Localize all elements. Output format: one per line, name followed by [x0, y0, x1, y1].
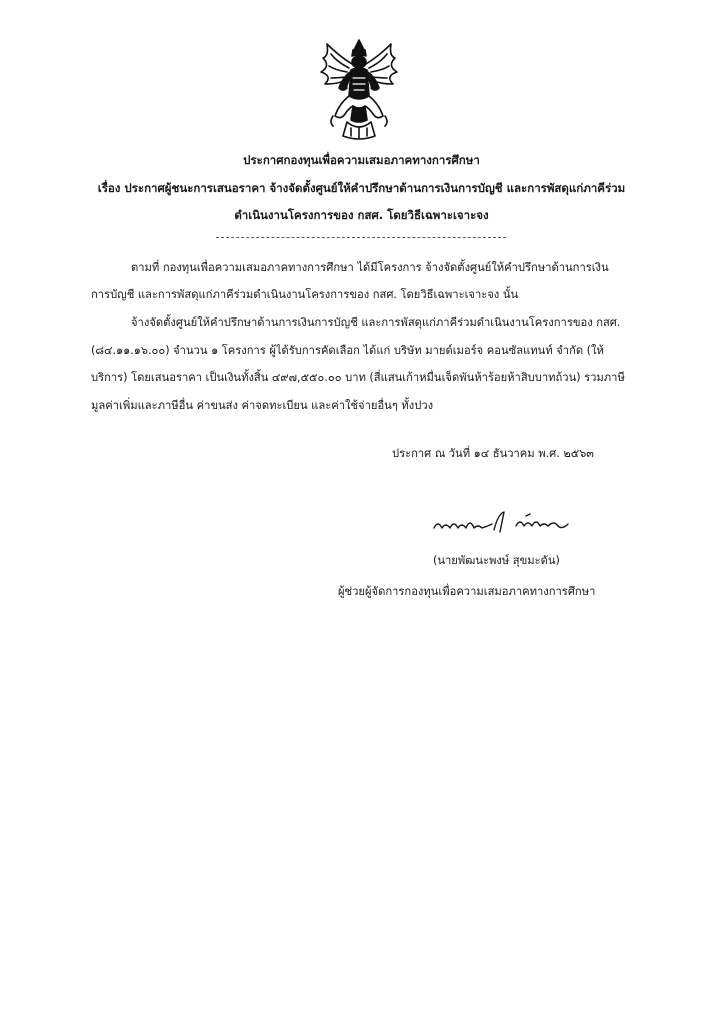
divider	[216, 237, 506, 238]
signatory-position: ผู้ช่วยผู้จัดการกองทุนเพื่อความเสมอภาคทางการศึกษา	[338, 585, 596, 598]
paragraph-2-line-2: (๘๔.๑๑.๑๖.๐๐) จำนวน ๑ โครงการ ผู้ได้รับการคัดเลือก ได้แก่ บริษัท มายด์เมอร์จ คอนซัลแทนท์ จำกัด (ให้	[91, 344, 604, 357]
signatory-name: (นายพัฒนะพงษ์ สุขมะดัน)	[433, 554, 560, 567]
announcement-subject-line2: ดำเนินงานโครงการของ กสศ. โดยวิธีเฉพาะเจาะจง	[234, 208, 489, 222]
announcement-title: ประกาศกองทุนเพื่อความเสมอภาคทางการศึกษา	[243, 153, 480, 167]
announcement-subject: เรื่อง ประกาศผู้ชนะการเสนอราคา จ้างจัดตั้งศูนย์ให้คำปรึกษาด้านการเงินการบัญชี และการพัสดุแก่ภาคีร่วม	[97, 181, 626, 195]
paragraph-1-line-1: ตามที่ กองทุนเพื่อความเสมอภาคทางการศึกษา ได้มีโครงการ จ้างจัดตั้งศูนย์ให้คำปรึกษาด้านการเงิน	[131, 261, 609, 274]
handwritten-signature	[432, 508, 572, 538]
paragraph-2-line-3: บริการ) โดยเสนอราคา เป็นเงินทั้งสิ้น ๔๙๗,๕๕๐.๐๐ บาท (สี่แสนเก้าหมื่นเจ็ดพันห้าร้อยห้าสิบบาทถ้วน) รวมภาษี	[91, 371, 625, 384]
paragraph-1-line-2: การบัญชี และการพัสดุแก่ภาคีร่วมดำเนินงานโครงการของ กสศ. โดยวิธีเฉพาะเจาะจง นั้น	[91, 288, 519, 301]
announcement-date: ประกาศ ณ วันที่ ๑๔ ธันวาคม พ.ศ. ๒๕๖๓	[392, 447, 594, 460]
paragraph-2-line-1: จ้างจัดตั้งศูนย์ให้คำปรึกษาด้านการเงินการบัญชี และการพัสดุแก่ภาคีร่วมดำเนินงานโครงการของ กสศ.	[131, 316, 621, 329]
garuda-emblem-icon	[309, 36, 409, 142]
paragraph-2-line-4: มูลค่าเพิ่มและภาษีอื่น ค่าขนส่ง ค่าจดทะเบียน และค่าใช้จ่ายอื่นๆ ทั้งปวง	[91, 399, 434, 412]
